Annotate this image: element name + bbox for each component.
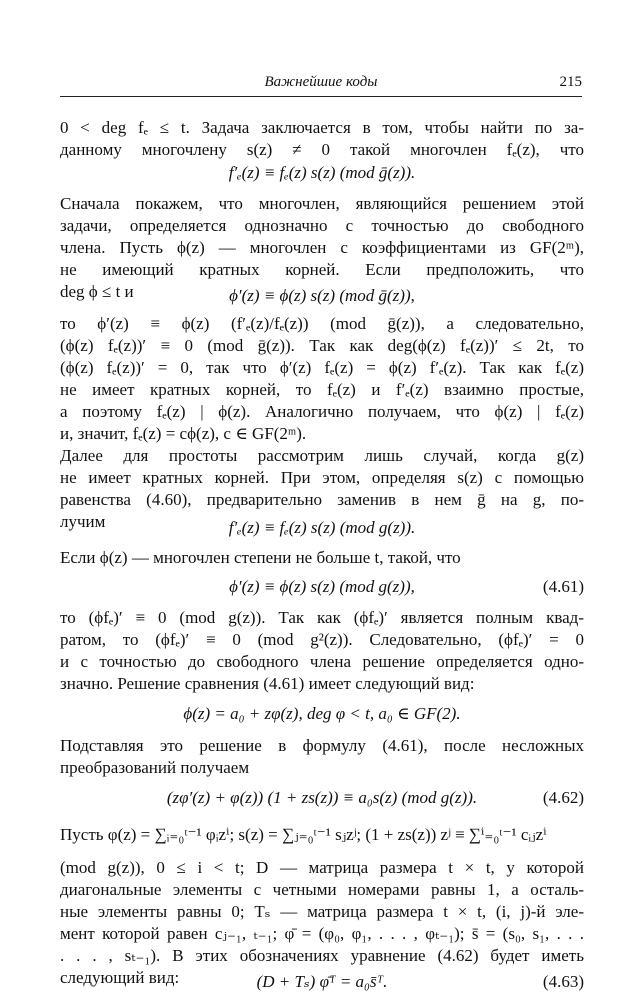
text-line: и, значит, fₑ(z) = cϕ(z), c ∈ GF(2ᵐ).	[60, 424, 307, 443]
text-line: не имеющий кратных корней. Если предположить, что	[60, 260, 584, 279]
text-line: значно. Решение сравнения (4.61) имеет следующий вид:	[60, 674, 475, 693]
equation-number: (4.62)	[542, 788, 584, 807]
text-line: Подставляя это решение в формулу (4.61), после несложных	[60, 736, 584, 755]
text-line: то (ϕfₑ)′ ≡ 0 (mod g(z)). Так как (ϕfₑ)′ является полным квад-	[60, 608, 584, 627]
text-line: и с точностью до свободного члена решение определяется одно-	[60, 652, 584, 671]
text-line: лучим	[60, 512, 106, 531]
equation-body: ϕ′(z) ≡ ϕ(z) s(z) (mod g(z)),	[229, 577, 415, 596]
text-line: то ϕ′(z) ≡ ϕ(z) (f′ₑ(z)/fₑ(z)) (mod ḡ(z)), а следовательно,	[60, 314, 584, 333]
text-line: Пусть φ(z) = ∑ᵢ₌₀ᵗ⁻¹ φᵢzⁱ; s(z) = ∑ⱼ₌₀ᵗ⁻¹ sⱼzʲ; (1 + zs(z)) zʲ ≡ ∑ⁱ₌₀ᵗ⁻¹ cᵢⱼzⁱ	[60, 825, 547, 844]
text-line: данному многочлену s(z) ≠ 0 такой многочлен fₑ(z), что	[60, 140, 584, 159]
page-header	[60, 74, 582, 97]
text-line: deg ϕ ≤ t и	[60, 282, 134, 301]
text-line: задачи, определяется однозначно с точностью до свободного	[60, 216, 584, 235]
page-number: 215	[559, 74, 582, 90]
text-line: Далее для простоты рассмотрим лишь случай, когда g(z)	[60, 446, 584, 465]
text-line: (mod g(z)), 0 ≤ i < t; D — матрица размера t × t, у которой	[60, 858, 584, 877]
text-line: ные элементы равны 0; Tₛ — матрица размера t × t, (i, j)-й эле-	[60, 902, 584, 921]
text-line: ратом, то (ϕfₑ)′ ≡ 0 (mod g²(z)). Следовательно, (ϕfₑ)′ = 0	[60, 630, 584, 649]
text-line: (ϕ(z) fₑ(z))′ = 0, так что ϕ′(z) fₑ(z) = ϕ(z) f′ₑ(z). Так как fₑ(z)	[60, 358, 584, 377]
equation-body: f′ₑ(z) ≡ fₑ(z) s(z) (mod ḡ(z)).	[228, 163, 416, 182]
running-title: Важнейшие коды	[264, 74, 378, 90]
text-line: не имеет кратных корней. При этом, определяя s(z) с помощью	[60, 468, 584, 487]
text-line: диагональные элементы с четными номерами равны 1, а осталь-	[60, 880, 584, 899]
text-line: а поэтому fₑ(z) | ϕ(z). Аналогично получаем, что ϕ(z) | fₑ(z)	[60, 402, 584, 421]
text-line: не имеет кратных корней, то fₑ(z) и f′ₑ(z) взаимно простые,	[60, 380, 584, 399]
equation-body: ϕ(z) = a₀ + zφ(z), deg φ < t, a₀ ∈ GF(2).	[183, 704, 461, 723]
text-line: преобразований получаем	[60, 758, 250, 777]
text-line: (ϕ(z) fₑ(z))′ ≡ 0 (mod ḡ(z)). Так как deg(ϕ(z) fₑ(z))′ ≤ 2t, то	[60, 336, 584, 355]
equation-body: (zφ′(z) + φ(z)) (1 + zs(z)) ≡ a₀s(z) (mod g(z)).	[166, 788, 478, 807]
text-line: 0 < deg fₑ ≤ t. Задача заключается в том, чтобы найти по за-	[60, 118, 584, 137]
equation-number: (4.63)	[542, 972, 584, 991]
text-line: Сначала покажем, что многочлен, являющийся решением этой	[60, 194, 584, 213]
text-line: равенства (4.60), предварительно заменив в нем ḡ на g, по-	[60, 490, 584, 509]
equation-body: ϕ′(z) ≡ ϕ(z) s(z) (mod ḡ(z)),	[229, 286, 415, 305]
equation-number: (4.61)	[542, 577, 584, 596]
equation-body: (D + Tₛ) φ̄ᵀ = a₀s̄ᵀ.	[256, 972, 388, 991]
text-line: следующий вид:	[60, 968, 180, 987]
text-line: члена. Пусть ϕ(z) — многочлен с коэффициентами из GF(2ᵐ),	[60, 238, 584, 257]
text-line: . . . , sₜ₋₁). В этих обозначениях уравнение (4.62) будет иметь	[60, 946, 584, 965]
text-line: Если ϕ(z) — многочлен степени не больше t, такой, что	[60, 548, 461, 567]
text-line: мент которой равен cⱼ₋₁, ₜ₋₁; φ̄ = (φ₀, φ₁, . . . , φₜ₋₁); s̄ = (s₀, s₁, . . .	[60, 924, 584, 943]
equation-body: f′ₑ(z) ≡ fₑ(z) s(z) (mod g(z)).	[228, 518, 416, 537]
